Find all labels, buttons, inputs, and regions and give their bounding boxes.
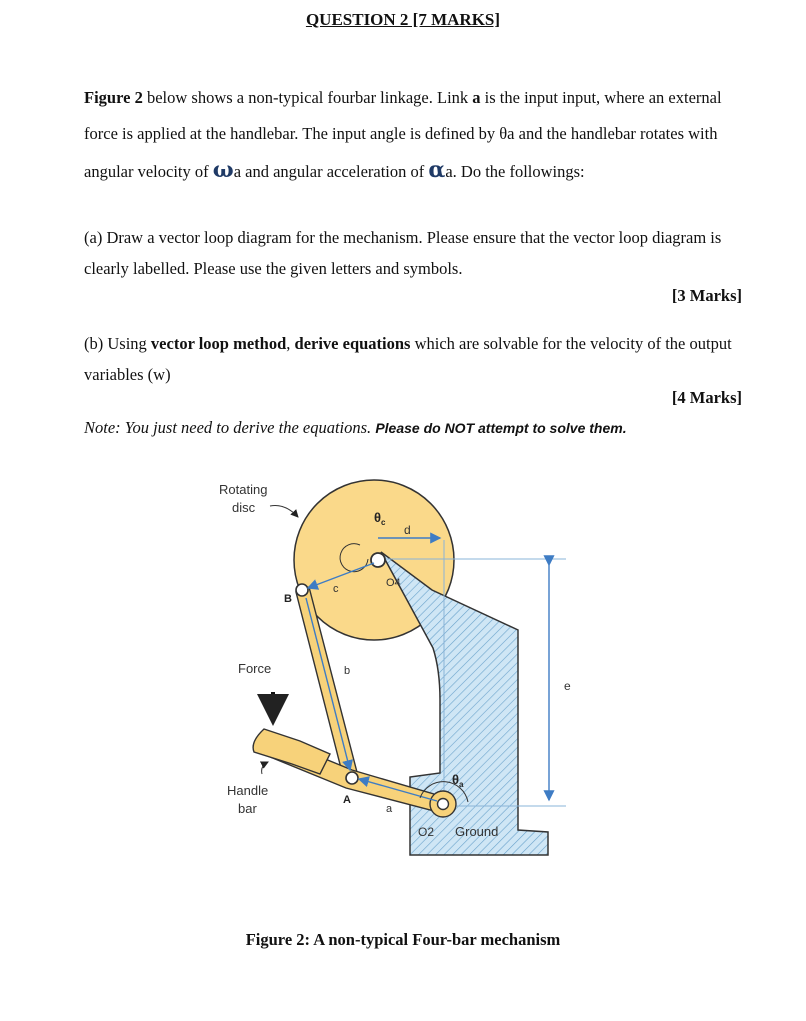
intro-text-3: a and angular acceleration of	[233, 162, 429, 181]
label-a: a	[386, 803, 393, 815]
note-bold: Please do NOT attempt to solve them.	[375, 420, 627, 436]
label-handle: Handle	[227, 783, 269, 798]
ground-frame	[381, 552, 548, 855]
pin-o4	[371, 553, 385, 567]
part-b-prefix: (b) Using	[84, 334, 151, 353]
part-b-suffix: which are solvable for the velocity of the output variables (w)	[84, 334, 732, 384]
link-a-ref: a	[472, 88, 481, 107]
alpha-symbol: α	[428, 157, 446, 183]
handlebar-callout	[262, 762, 268, 774]
label-O2: O2	[418, 825, 435, 839]
pin-b	[296, 584, 308, 596]
handlebar-grip	[253, 729, 330, 774]
label-d: d	[404, 523, 411, 537]
label-B: B	[284, 593, 292, 605]
label-b: b	[344, 665, 351, 677]
label-disc: disc	[232, 500, 256, 515]
label-e: e	[564, 679, 571, 693]
part-a-text: (a) Draw a vector loop diagram for the mechanism. Please ensure that the vector loop diagram is clearly labelled. Please use the given letters and symbols.	[84, 228, 722, 278]
part-b-bold-1: vector loop method	[150, 334, 287, 353]
label-rotating: Rotating	[219, 482, 268, 497]
label-A: A	[343, 794, 351, 806]
o2-pin	[438, 799, 449, 810]
part-a-marks: [3 Marks]	[671, 286, 742, 305]
pin-a	[346, 772, 358, 784]
part-b-mid: ,	[286, 334, 295, 353]
intro-text-4: a. Do the followings:	[445, 162, 585, 181]
intro-text-1: below shows a non-typical fourbar linkage. Link	[142, 88, 473, 107]
label-theta-a: $\theta_a$	[452, 772, 464, 789]
question-title: QUESTION 2 [7 MARKS]	[305, 10, 501, 29]
label-bar: bar	[238, 801, 257, 816]
note-italic: Note: You just need to derive the equations.	[84, 418, 376, 437]
intro-text-2: is the input input, where an external force is applied at the handlebar. The input angle is defined by θa and the handlebar rotates with angular velocity of	[84, 88, 722, 181]
label-force: Force	[238, 661, 272, 676]
rotating-disc-callout	[270, 505, 298, 517]
label-O4: O4	[386, 577, 401, 589]
label-ground: Ground	[455, 824, 499, 839]
omega-symbol: ω	[212, 157, 234, 183]
figure-caption: Figure 2: A non-typical Four-bar mechanism	[245, 930, 561, 949]
label-c: c	[333, 583, 339, 595]
figure-ref: Figure 2	[84, 88, 143, 107]
part-b-bold-2: derive equations	[294, 334, 411, 353]
label-theta-c: $\theta_c$	[374, 510, 386, 527]
part-b-marks: [4 Marks]	[671, 388, 742, 407]
